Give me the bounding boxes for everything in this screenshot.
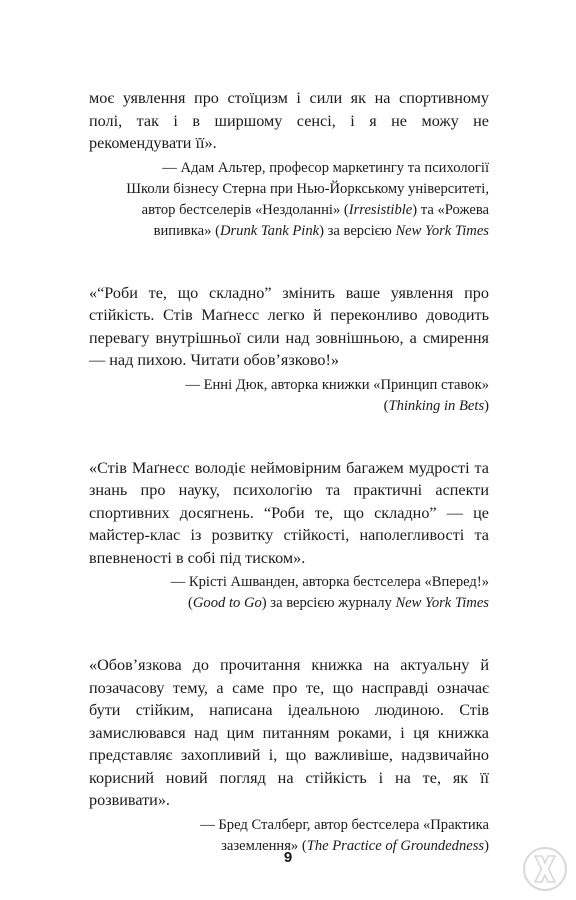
attribution-title-italic: Thinking in Bets (388, 397, 485, 414)
attribution-line (89, 396, 489, 417)
attribution-title-italic: New York Times (395, 222, 489, 239)
quote-text: «“Роби те, що складно” змінить ваше уявлення про стійкість. Стів Маґнесс легко й переконливо доводить перевагу внутрішньої сили над зовнішньою, а смирення — над пихою. Читати обов’язково!» (89, 283, 489, 369)
attribution-line (89, 572, 489, 593)
page-number: 9 (283, 849, 293, 866)
attribution-text: ) за версією (319, 222, 396, 239)
attribution-title-italic: New York Times (395, 595, 489, 611)
quote-attribution (89, 158, 489, 242)
quote-text: «Обов’язкова до прочитання книжка на актуальну й позачасову тему, а саме про те, що насправді означає бути стійким, написана ідеальною людиною. Стів замислювався над цим питанням роками, і ця книжка представляє захопливий і, що важливіше, надзвичайно корисний новий погляд на стійкість і на те, як її розвивати». (89, 656, 489, 809)
quote-text: моє уявлення про стоїцизм і сили як на спортивному полі, так і в ширшому сенсі, і я не можу не рекомендувати її». (89, 89, 489, 152)
attribution-text: ( (383, 397, 389, 414)
attribution-text: — Адам Альтер, професор маркетингу та психології (162, 159, 489, 176)
attribution-line (89, 179, 489, 200)
quote-text: «Стів Маґнесс володіє неймовірним багажем мудрості та знань про науку, психологію та практичні аспекти спортивних досягнень. “Роби те, що складно” — це майстер-клас із розвитку стійкості, наполегливості та впевненості в собі під тиском». (89, 458, 489, 567)
attribution-line (89, 200, 489, 221)
attribution-line (89, 593, 489, 614)
attribution-text: ) (484, 837, 489, 854)
attribution-text: — Крісті Ашванден, авторка бестселера «Вперед!» (170, 574, 489, 590)
quote-block-1 (89, 87, 489, 242)
attribution-text: Школи бізнесу Стерна при Нью-Йоркському університеті, (126, 180, 489, 197)
quote-block-2 (89, 282, 489, 417)
attribution-line (89, 221, 489, 242)
attribution-text: заземлення» ( (221, 837, 307, 854)
attribution-text: автор бестселерів «Нездоланні» ( (141, 201, 349, 218)
attribution-title-italic: Drunk Tank Pink (219, 222, 320, 239)
x-letter-circle-icon (522, 846, 568, 892)
attribution-line (89, 375, 489, 396)
attribution-text: — Бред Сталберг, автор бестселера «Практика (200, 816, 489, 833)
attribution-title-italic: The Practice of Groundedness (306, 837, 485, 854)
attribution-text: ( (188, 595, 193, 611)
book-page (89, 87, 489, 897)
attribution-title-italic: Good to Go (192, 595, 262, 611)
attribution-line (89, 815, 489, 836)
attribution-text: випивка» ( (153, 222, 220, 239)
quote-attribution (89, 375, 489, 417)
quote-attribution (89, 572, 489, 614)
attribution-text: ) та «Рожева (412, 201, 489, 218)
attribution-text: ) (484, 397, 489, 414)
attribution-text: — Енні Дюк, авторка книжки «Принцип ставок» (185, 376, 489, 393)
quote-block-4 (89, 654, 489, 857)
quote-block-3 (89, 457, 489, 615)
attribution-text: ) за версією журналу (261, 595, 396, 611)
attribution-title-italic: Irresistible (348, 201, 413, 218)
attribution-line (89, 158, 489, 179)
